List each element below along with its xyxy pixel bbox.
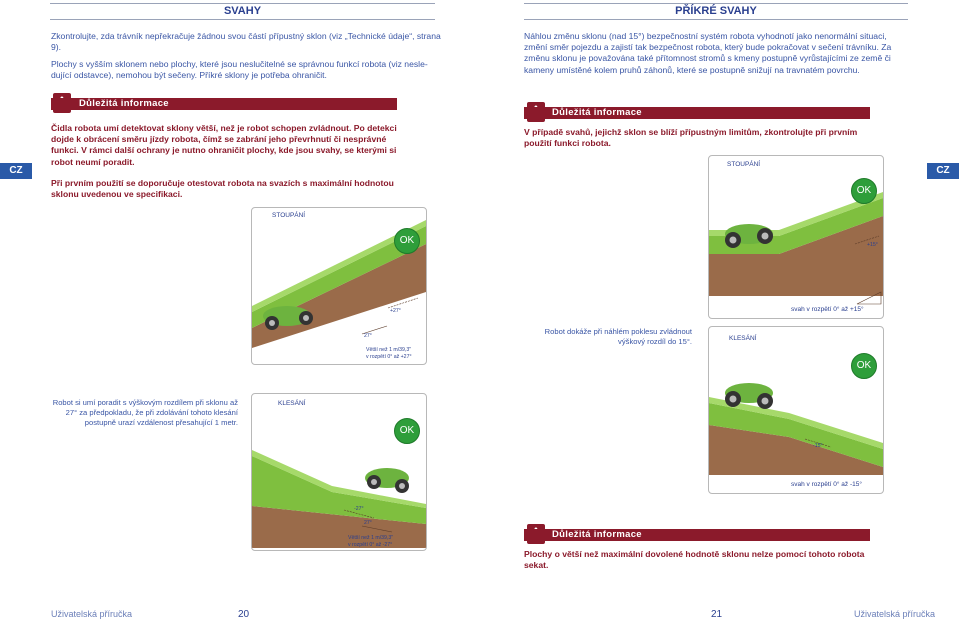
figure-downhill-15 [708, 326, 884, 494]
left-para2: Plochy s vyšším sklonem nebo plochy, které jsou neslučitelné se správnou funkcí robota (viz nesle-dující odstavce), nemohou být sečeny. Příkré sklony je potřeba ohraničit. [51, 59, 428, 81]
left-page-number: 20 [238, 609, 250, 620]
fig1-small-angle: 27° [364, 333, 372, 339]
left-section-title: SVAHY [50, 5, 435, 20]
right-para1: Náhlou změnu sklonu (nad 15°) bezpečnostní systém robota vyhodnotí jako nenormální situaci, změní směr pojezdu a zajistí tak bezpečnost robota, který bude pokračovat v sečení trávníku. Za změnu sklonu je považována také přítomnost stromů s kmeny postupně vyrůstajícími ze země či kameny umístěné kolem pruhů záhonů, které se postupně snižují na travnatém povrchu. [524, 31, 892, 75]
left-info-text2: Při prvním použití se doporučuje otestovat robota na svazích s maximální hodnotou sklonu uvedenou ve specifikaci. [51, 178, 394, 200]
left-note-fig2: Robot si umí poradit s výškovým rozdílem při sklonu až 27° za předpokladu, že při zdolávání tohoto klesání postupně urazí vzdálenost přesahující 1 metr. [52, 398, 238, 427]
right-info-text: V případě svahů, jejichž sklon se blíží přípustným limitům, zkontrolujte při prvním použití funkci robota. [524, 127, 858, 149]
right-footer: Uživatelská příručka [854, 609, 936, 619]
right-info-bar [524, 107, 870, 119]
left-info-text1: Čidla robota umí detektovat sklony větší, než je robot schopen zvládnout. Po detekci dojde k obrácení směru jízdy robota, čímž se zabrání jeho převrhnutí či nesprávné funkci. V rámci další ochrany je nutno ohraničit plochy, kde jsou svahy, se kterými si robot neumí poradit. [51, 123, 397, 167]
downhill-27-illustration [252, 394, 426, 550]
figure-uphill-15 [708, 155, 884, 319]
fig4-label: KLESÁNÍ [729, 335, 757, 342]
fig1-caption1: Větší než 1 m/39,3" [366, 347, 412, 353]
right-info2-label: Důležitá informace [552, 529, 642, 540]
right-info-label: Důležitá informace [552, 107, 642, 118]
right-note-fig4: Robot dokáže při náhlém poklesu zvládnout výškový rozdíl do 15°. [544, 327, 692, 346]
left-para1: Zkontrolujte, zda trávník nepřekračuje žádnou svou částí přípustný sklon (viz „Technické údaje“, strana 9). [51, 31, 441, 53]
fig2-caption2: v rozpětí 0° až -27° [348, 542, 393, 548]
left-footer: Uživatelská příručka [51, 609, 133, 619]
fig3-ok-badge: OK [851, 178, 877, 204]
fig4-angle: -15° [813, 443, 823, 449]
robot-mower-icon [365, 468, 409, 493]
fig3-caption: svah v rozpětí 0° až +15° [791, 306, 864, 313]
right-page-number: 21 [711, 609, 723, 620]
fig1-angle: +27° [390, 308, 401, 314]
fig2-caption1: Větší než 1 m/39,3" [348, 535, 394, 541]
fig3-label: STOUPÁNÍ [727, 161, 761, 168]
fig3-angle: +15° [867, 242, 878, 248]
left-info-bar [51, 98, 397, 110]
fig1-caption2: v rozpětí 0° až +27° [366, 354, 412, 360]
fig4-caption: svah v rozpětí 0° až -15° [791, 481, 862, 488]
fig4-ok-badge: OK [851, 353, 877, 379]
figure-downhill-27 [251, 393, 427, 551]
right-top-rule [524, 3, 908, 4]
right-info2-bar [524, 529, 870, 541]
right-info2-text: Plochy o větší než maximální dovolené hodnotě sklonu nelze pomocí tohoto robota sekat. [524, 549, 865, 571]
fig1-ok-badge: OK [394, 228, 420, 254]
figure-uphill-27 [251, 207, 427, 365]
fig2-ok-badge: OK [394, 418, 420, 444]
left-top-rule [50, 3, 435, 4]
fig1-label: STOUPÁNÍ [272, 212, 306, 219]
left-language-tab: CZ [0, 163, 32, 179]
right-language-tab: CZ [927, 163, 959, 179]
left-info-label: Důležitá informace [79, 98, 169, 109]
right-section-title: PŘÍKRÉ SVAHY [524, 5, 908, 20]
fig2-angle: -27° [354, 506, 364, 512]
downhill-15-illustration [709, 327, 883, 493]
fig2-small-angle: 27° [364, 520, 372, 526]
fig2-label: KLESÁNÍ [278, 400, 306, 407]
